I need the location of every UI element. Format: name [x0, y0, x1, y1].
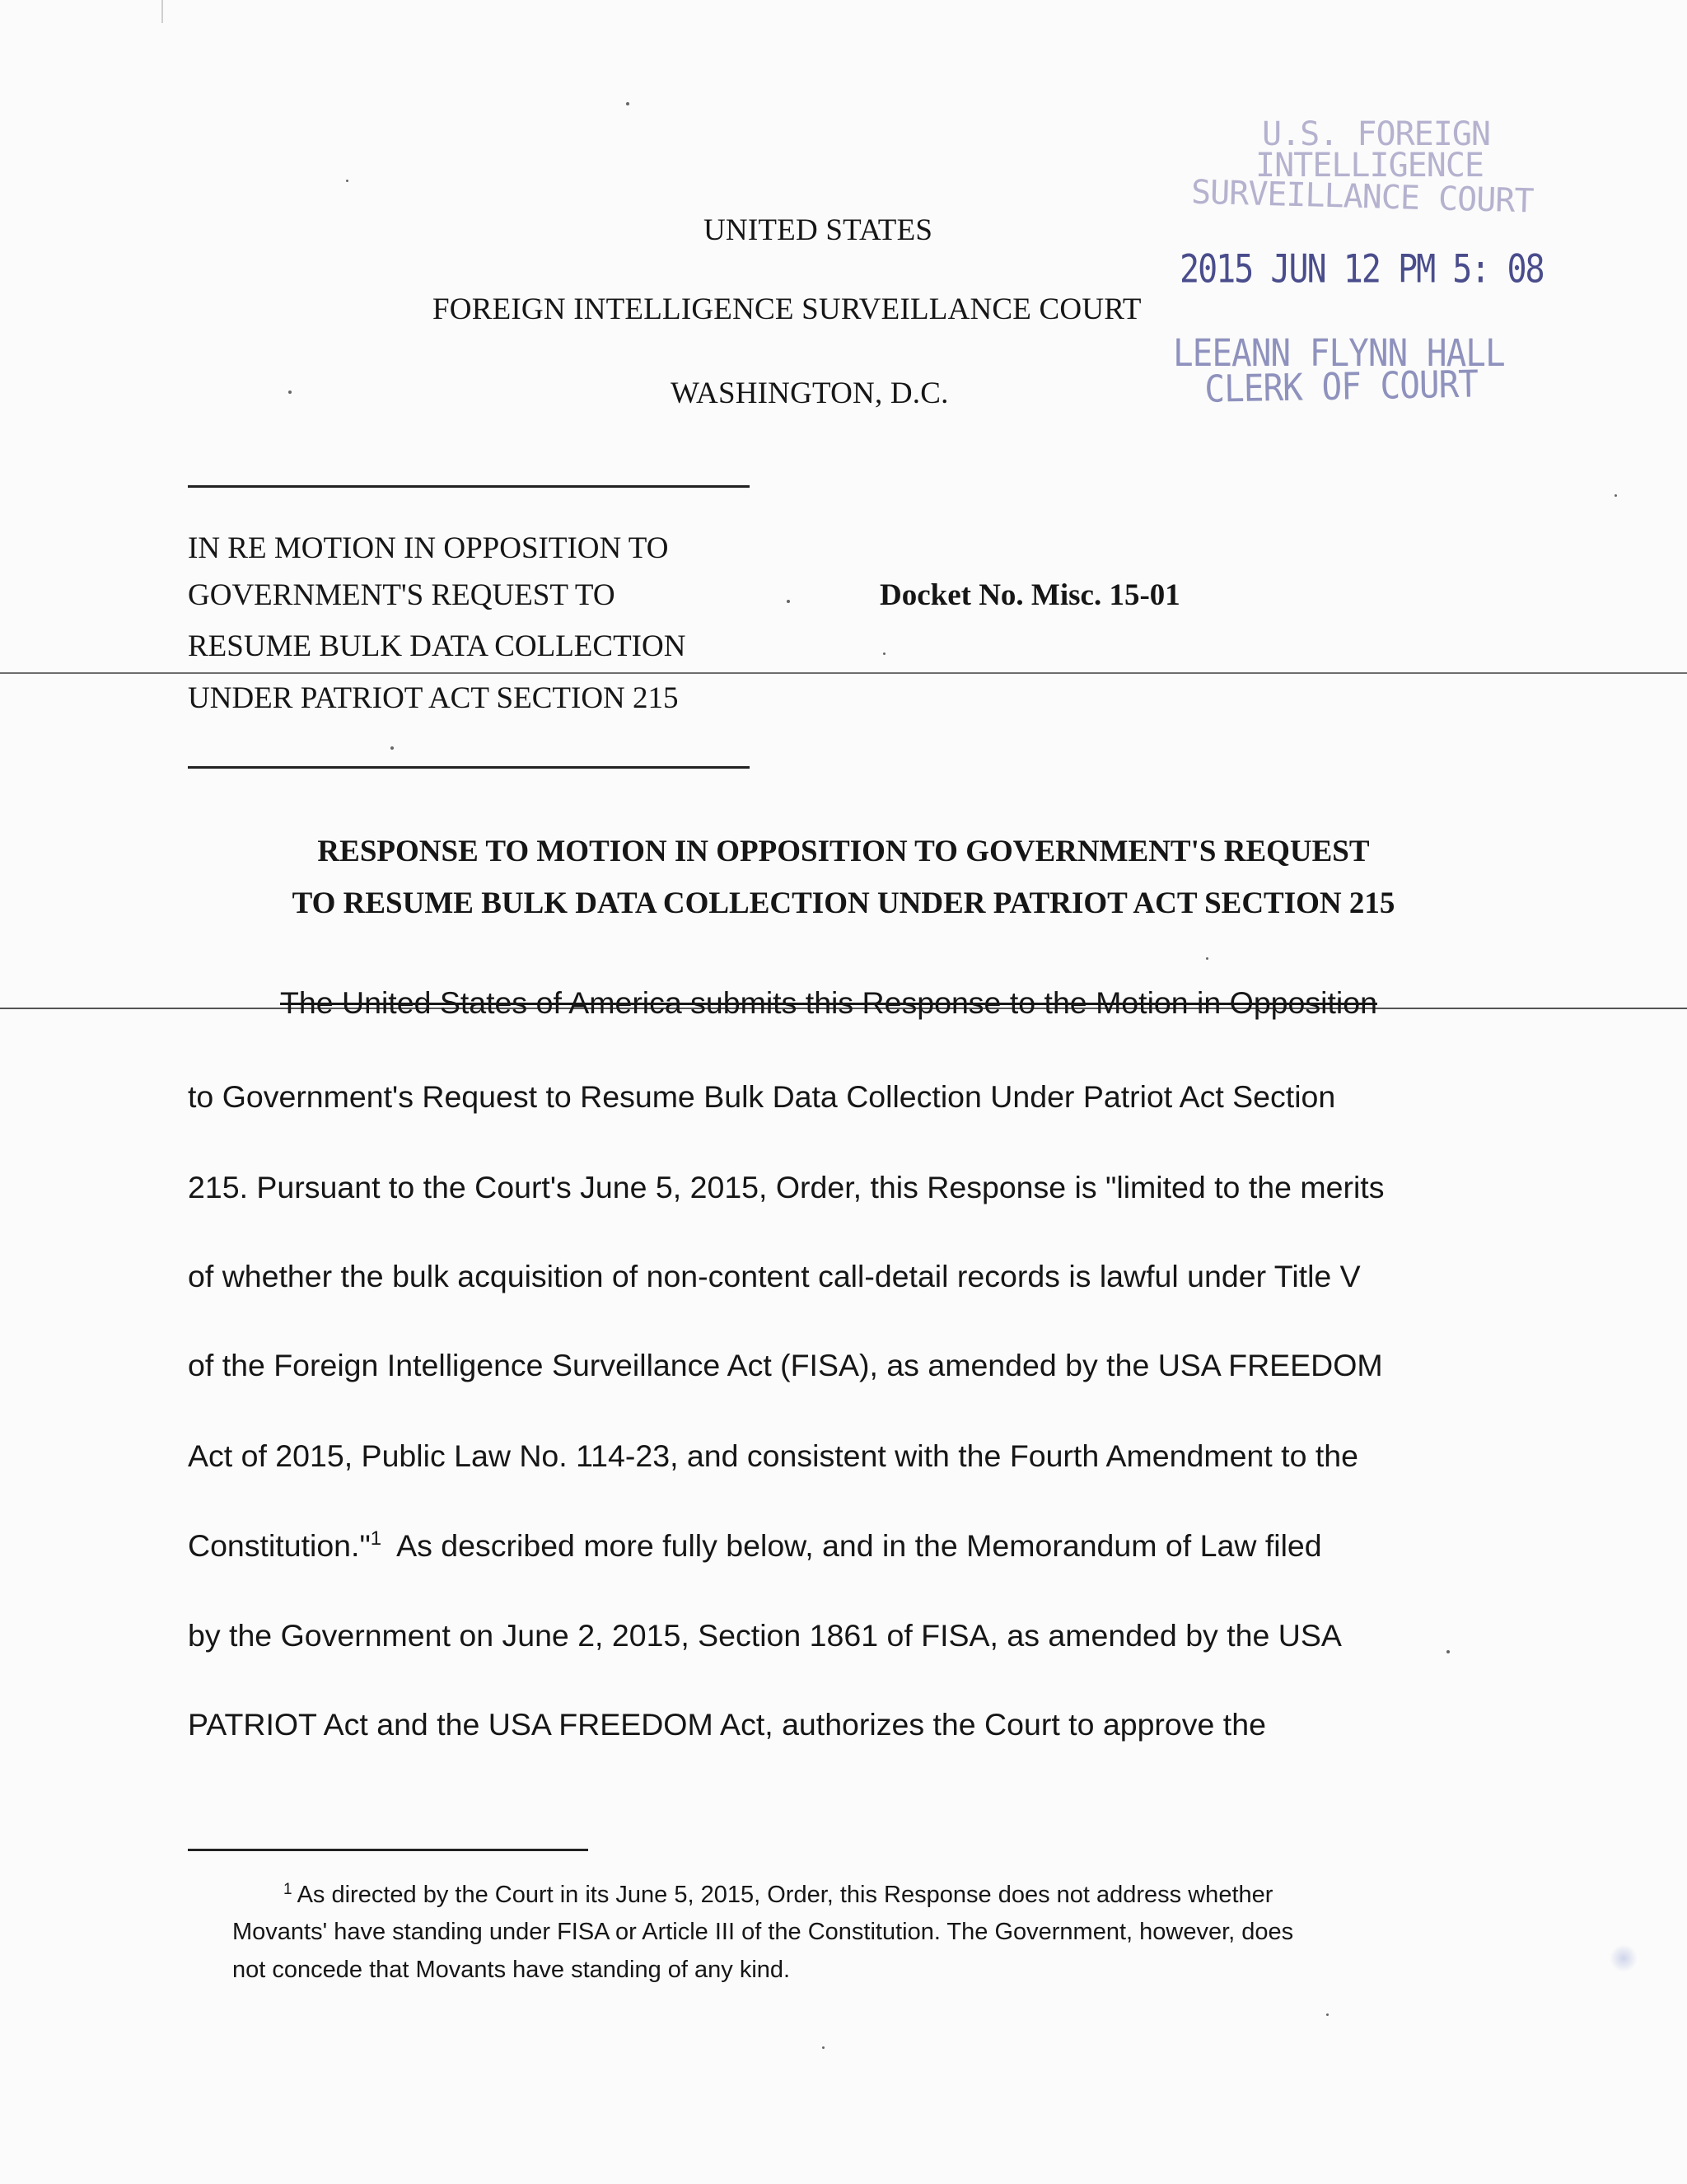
- scan-speck: [787, 600, 790, 603]
- body-line-8: by the Government on June 2, 2015, Section 1861 of FISA, as amended by the USA: [188, 1618, 1342, 1653]
- caption-line-3: RESUME BULK DATA COLLECTION: [188, 629, 686, 663]
- stamp-line-1: U.S. FOREIGN: [1262, 115, 1490, 153]
- scan-speck: [1446, 1650, 1450, 1653]
- stamp-clerk-title: CLERK OF COURT: [1204, 362, 1479, 411]
- body-line-9: PATRIOT Act and the USA FREEDOM Act, authorizes the Court to approve the: [188, 1707, 1266, 1742]
- body-line-2: to Government's Request to Resume Bulk Data Collection Under Patriot Act Section: [188, 1079, 1336, 1114]
- document-title-line-2: TO RESUME BULK DATA COLLECTION UNDER PATRIOT ACT SECTION 215: [292, 886, 1395, 920]
- footnote-line-1: [283, 1881, 1273, 1909]
- scan-smudge: [1610, 1944, 1638, 1972]
- body-line-5: of the Foreign Intelligence Surveillance Act (FISA), as amended by the USA FREEDOM: [188, 1348, 1383, 1382]
- footnote-line-1-text: As directed by the Court in its June 5, 2015, Order, this Response does not address whether: [297, 1882, 1273, 1908]
- scan-speck: [822, 2046, 825, 2049]
- scan-speck: [626, 102, 629, 105]
- caption-rule-top: [188, 485, 750, 488]
- footnote-reference: 1: [370, 1527, 382, 1550]
- footnote-separator: [188, 1849, 588, 1851]
- docket-number: Docket No. Misc. 15-01: [880, 578, 1180, 612]
- scan-speck: [288, 391, 292, 394]
- body-line-6: Act of 2015, Public Law No. 114-23, and consistent with the Fourth Amendment to the: [188, 1438, 1358, 1473]
- scan-speck: [1326, 2013, 1329, 2016]
- body-line-3: 215. Pursuant to the Court's June 5, 2015, Order, this Response is "limited to the merits: [188, 1170, 1385, 1204]
- scan-speck: [390, 746, 394, 750]
- caption-rule-bottom: [188, 766, 750, 769]
- document-title-line-1: RESPONSE TO MOTION IN OPPOSITION TO GOVERNMENT'S REQUEST: [317, 835, 1370, 868]
- body-line-7-text: Constitution.": [188, 1528, 371, 1563]
- scan-speck: [1206, 957, 1208, 960]
- body-line-7: [188, 1527, 1322, 1564]
- footnote-line-3: not concede that Movants have standing of any kind.: [232, 1957, 791, 1983]
- stamp-date: 2015 JUN 12 PM 5: 08: [1180, 247, 1544, 292]
- scan-speck: [883, 652, 886, 655]
- court-name-line-1: UNITED STATES: [703, 213, 933, 247]
- stamp-line-3: SURVEILLANCE COURT: [1190, 173, 1535, 221]
- stamp-line-2: INTELLIGENCE: [1255, 147, 1484, 185]
- footnote-marker: 1: [283, 1881, 292, 1898]
- body-line-7-continued: As described more fully below, and in the Memorandum of Law filed: [396, 1528, 1322, 1563]
- caption-line-4: UNDER PATRIOT ACT SECTION 215: [188, 681, 679, 715]
- body-line-4: of whether the bulk acquisition of non-content call-detail records is lawful under Title V: [188, 1259, 1361, 1293]
- body-line-1: The United States of America submits this Response to the Motion in Opposition: [280, 985, 1377, 1020]
- caption-line-2: GOVERNMENT'S REQUEST TO: [188, 578, 615, 612]
- footnote-line-2: Movants' have standing under FISA or Article III of the Constitution. The Government, however, does: [232, 1919, 1294, 1945]
- scan-mark-top: [161, 0, 163, 23]
- stamp-clerk-name: LEEANN FLYNN HALL: [1173, 331, 1505, 375]
- court-location: WASHINGTON, D.C.: [671, 376, 949, 410]
- caption-line-1: IN RE MOTION IN OPPOSITION TO: [188, 531, 669, 565]
- scan-speck: [1615, 494, 1617, 497]
- court-name-line-2: FOREIGN INTELLIGENCE SURVEILLANCE COURT: [432, 292, 1142, 326]
- scan-artifact-line-1: [0, 672, 1687, 674]
- scan-speck: [346, 180, 348, 182]
